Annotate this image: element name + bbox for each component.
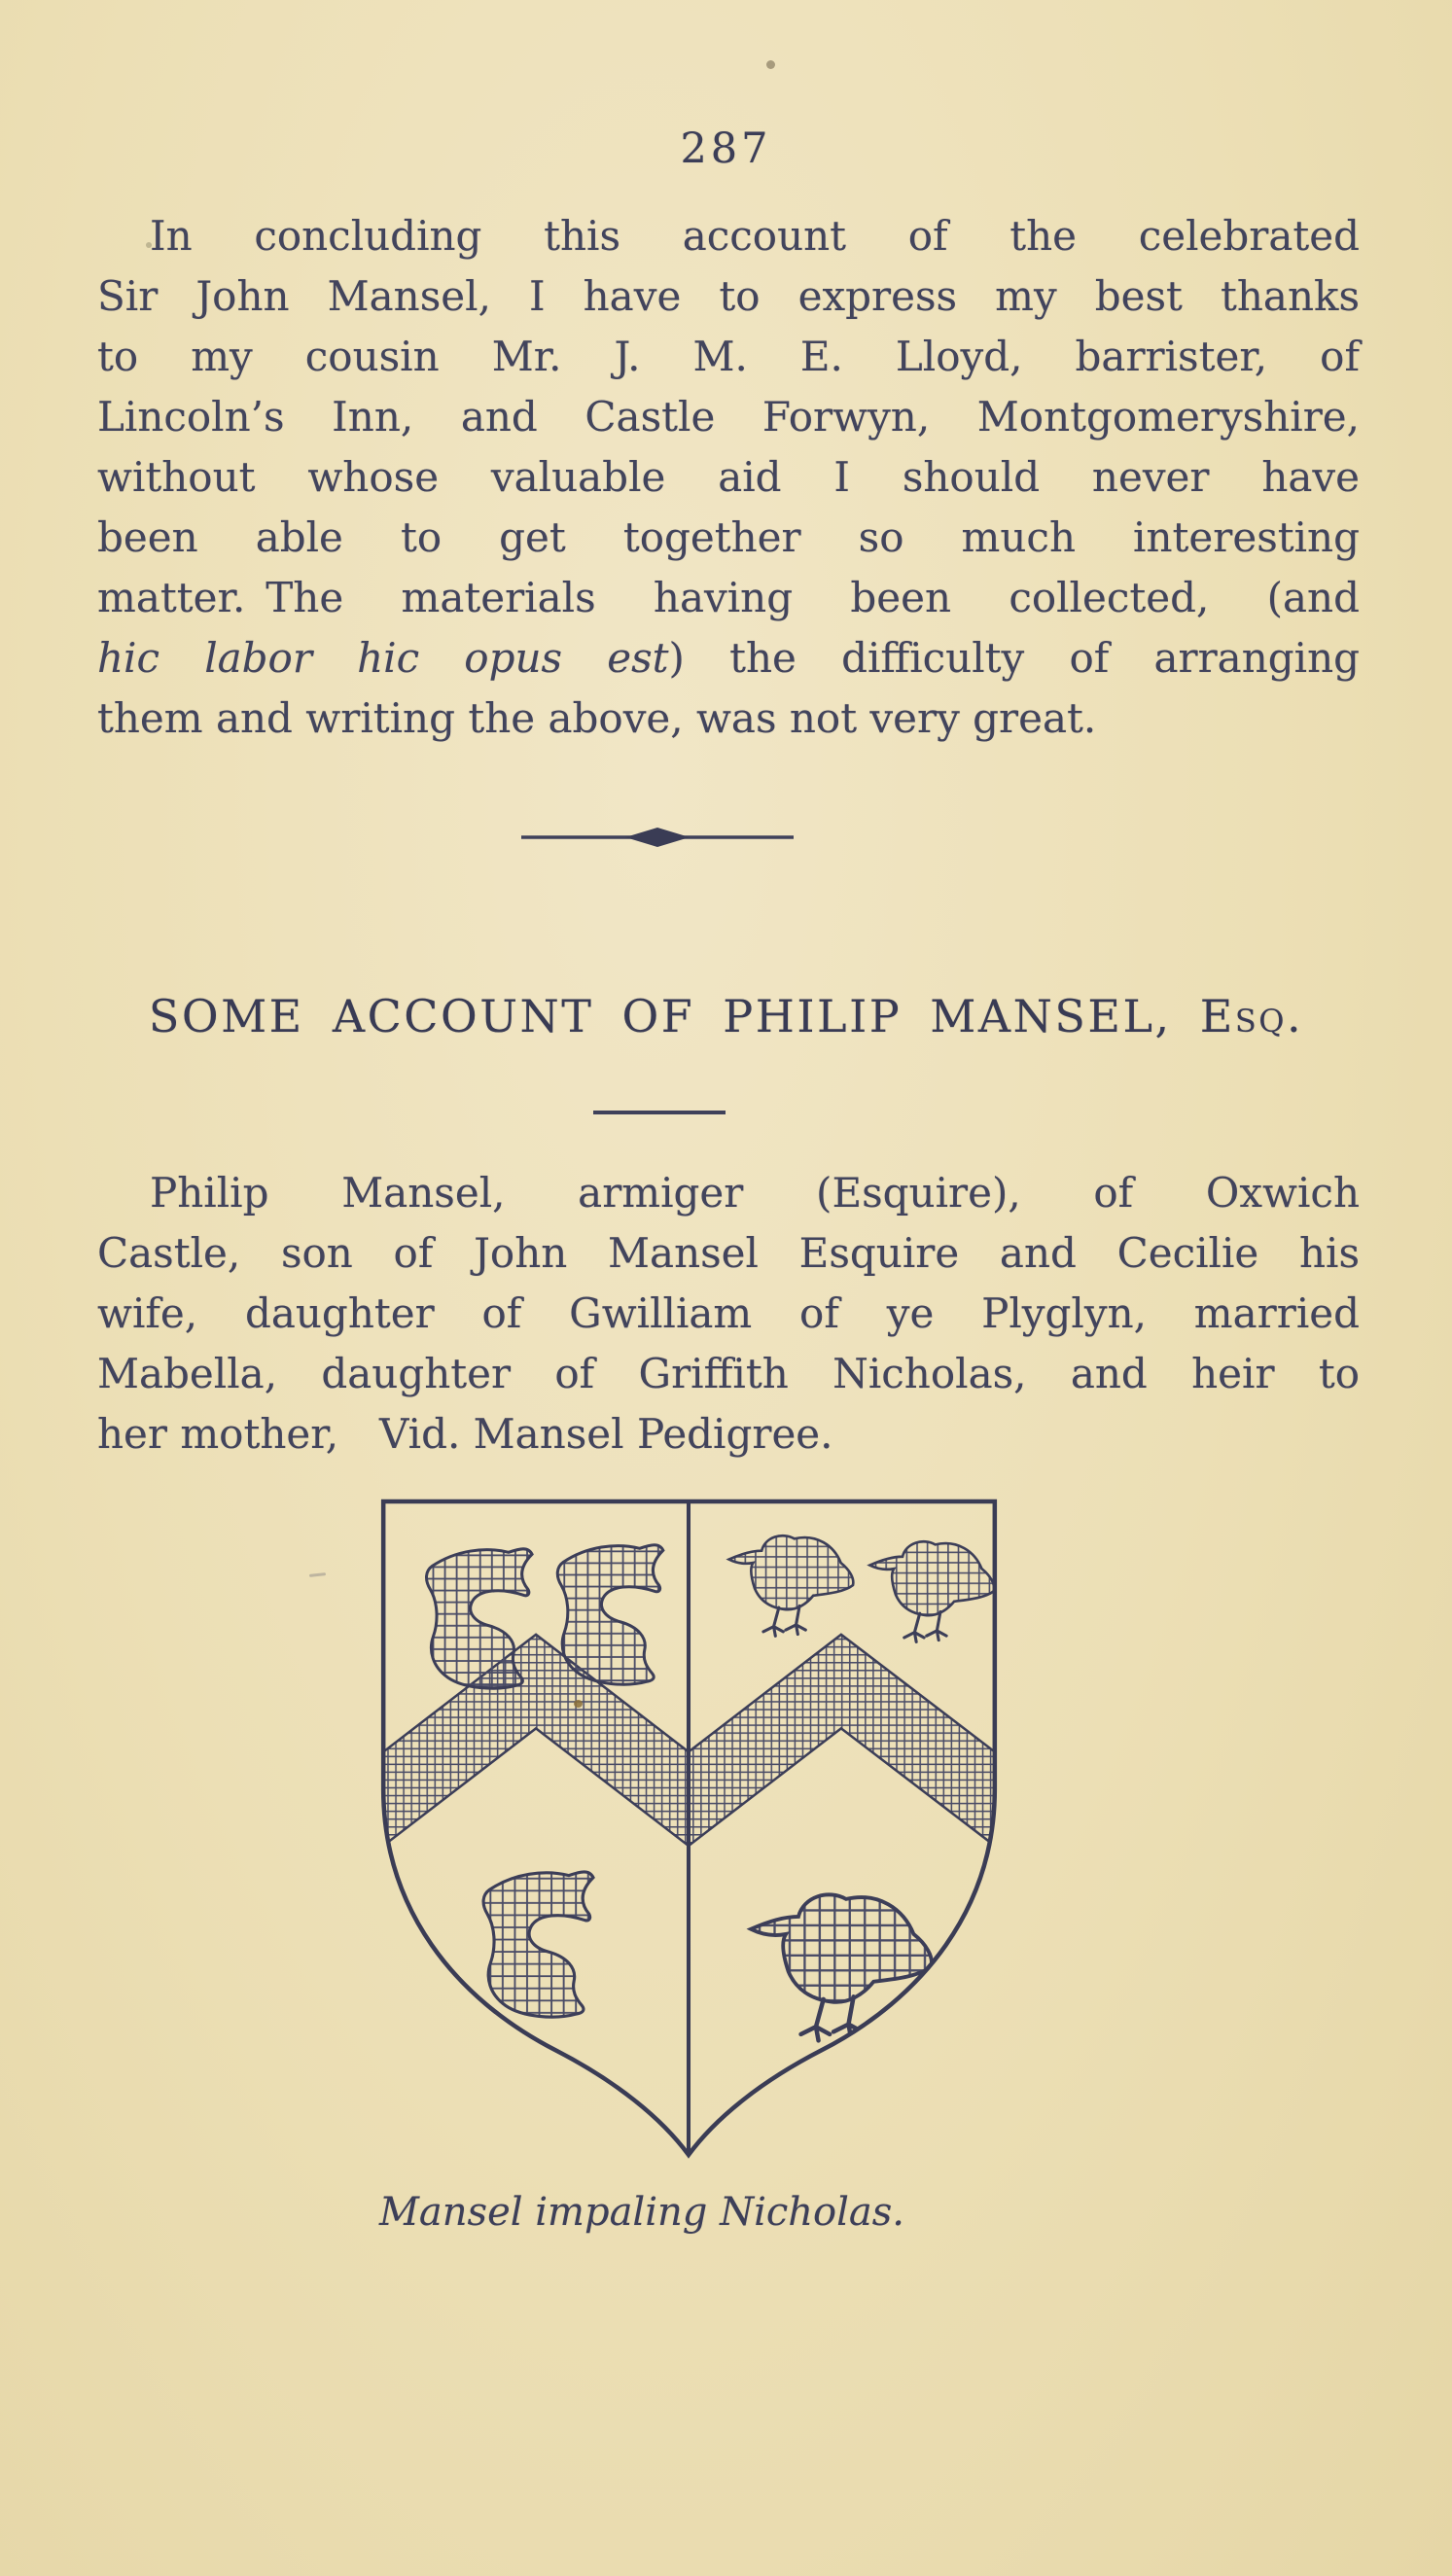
paper-speck — [766, 60, 775, 69]
text-line: Philip Mansel, armiger (Esquire), of Oxwich — [150, 1169, 1360, 1217]
coat-of-arms-figure — [379, 1498, 999, 2169]
paper-speck — [309, 1572, 326, 1577]
text-line: Sir John Mansel, I have to express my best thanks — [97, 272, 1360, 320]
raven-icon — [751, 1894, 932, 2040]
text-line: hic labor hic opus est) the difficulty of arranging — [97, 634, 1360, 682]
account-paragraph — [97, 1163, 1360, 1464]
text-line: to my cousin Mr. J. M. E. Lloyd, barrister, of — [97, 333, 1360, 380]
maunch-icon — [557, 1545, 663, 1684]
section-heading: SOME ACCOUNT OF PHILIP MANSEL, Esq. — [148, 990, 1304, 1042]
text-line: Mabella, daughter of Griffith Nicholas, and heir to — [97, 1350, 1360, 1397]
text-line: Castle, son of John Mansel Esquire and Cecilie his — [97, 1229, 1360, 1277]
intro-paragraph — [97, 206, 1360, 749]
figure-caption: Mansel impaling Nicholas. — [378, 2190, 905, 2235]
text-line: them and writing the above, was not very great. — [97, 694, 1097, 742]
text-line: Lincoln’s Inn, and Castle Forwyn, Montgomeryshire, — [97, 393, 1360, 441]
heading-rule — [593, 1111, 726, 1114]
raven-icon — [729, 1535, 854, 1636]
text-line: been able to get together so much interesting — [97, 513, 1360, 561]
page-number: 287 — [680, 124, 772, 173]
paper-speck — [574, 1700, 583, 1708]
section-divider — [521, 827, 794, 848]
text-line: her mother, Vid. Mansel Pedigree. — [97, 1410, 833, 1458]
raven-icon — [869, 1541, 994, 1641]
text-line: wife, daughter of Gwilliam of ye Plyglyn, married — [97, 1289, 1360, 1337]
maunch-icon — [426, 1549, 532, 1688]
paper-speck — [146, 242, 152, 248]
text-line: matter. The materials having been collected, (and — [97, 574, 1360, 621]
diamond-icon — [625, 828, 690, 847]
text-line: In concluding this account of the celebrated — [150, 212, 1360, 260]
maunch-icon — [483, 1872, 593, 2017]
text-line: without whose valuable aid I should never have — [97, 453, 1360, 501]
chevron-right-icon — [689, 1635, 995, 1846]
